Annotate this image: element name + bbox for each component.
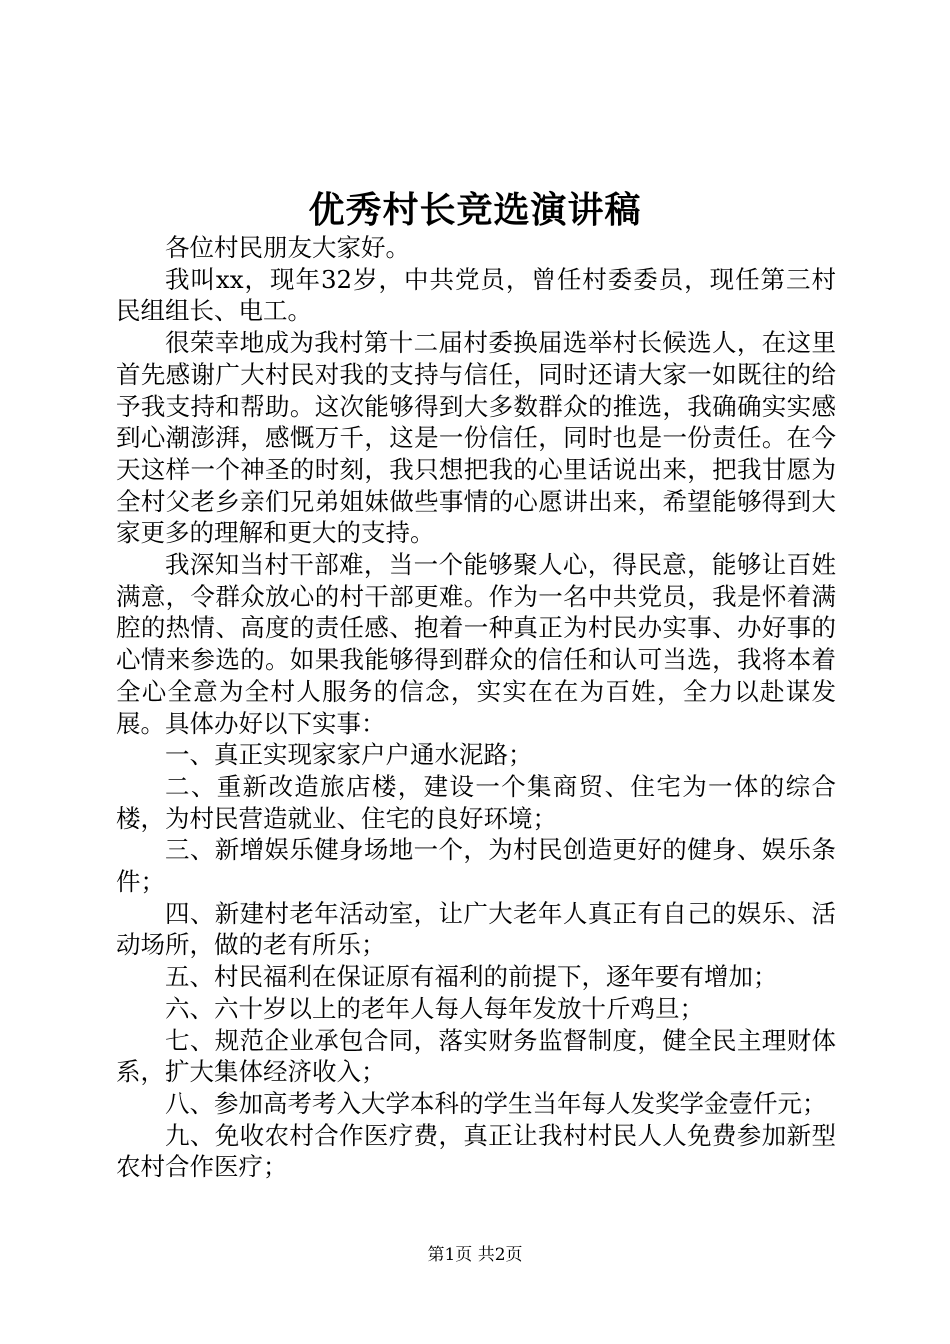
list-item-4: 四、新建村老年活动室，让广大老年人真正有自己的娱乐、活动场所，做的老有所乐； [116, 898, 836, 960]
list-item-7: 七、规范企业承包合同，落实财务监督制度，健全民主理财体系，扩大集体经济收入； [116, 1025, 836, 1087]
list-item-2: 二、重新改造旅店楼，建设一个集商贸、住宅为一体的综合楼，为村民营造就业、住宅的良好环境； [116, 771, 836, 833]
list-item-8: 八、参加高考考入大学本科的学生当年每人发奖学金壹仟元； [165, 1088, 827, 1118]
page-number: 第1页 共2页 [427, 1245, 523, 1265]
document-body [116, 232, 836, 1183]
paragraph-commitment: 我深知当村干部难，当一个能够聚人心，得民意，能够让百姓满意，令群众放心的村干部更难。作为一名中共党员，我是怀着满腔的热情、高度的责任感、抱着一种真正为村民办实事、办好事的心情来参选的。如果我能够得到群众的信任和认可当选，我将本着全心全意为全村人服务的信念，实实在在为百姓，全力以赴谋发展。具体办好以下实事： [116, 550, 836, 738]
list-item-9: 九、免收农村合作医疗费，真正让我村村民人人免费参加新型农村合作医疗； [116, 1120, 836, 1182]
paragraph-thanks: 很荣幸地成为我村第十二届村委换届选举村长候选人，在这里首先感谢广大村民对我的支持与信任，同时还请大家一如既往的给予我支持和帮助。这次能够得到大多数群众的推选，我确确实实感到心潮澎湃，感慨万千，这是一份信任，同时也是一份责任。在今天这样一个神圣的时刻，我只想把我的心里话说出来，把我甘愿为全村父老乡亲们兄弟姐妹做些事情的心愿讲出来，希望能够得到大家更多的理解和更大的支持。 [116, 328, 836, 548]
list-item-5: 五、村民福利在保证原有福利的前提下，逐年要有增加； [165, 962, 778, 992]
list-item-1: 一、真正实现家家户户通水泥路； [165, 740, 533, 770]
document-title: 优秀村长竞选演讲稿 [308, 189, 642, 231]
list-item-3: 三、新增娱乐健身场地一个，为村民创造更好的健身、娱乐条件； [116, 835, 836, 897]
list-item-6: 六、六十岁以上的老年人每人每年发放十斤鸡旦； [165, 993, 704, 1023]
paragraph-greeting: 各位村民朋友大家好。 [165, 233, 410, 262]
paragraph-introduction: 我叫xx，现年32岁，中共党员，曾任村委委员，现任第三村民组组长、电工。 [116, 264, 836, 326]
